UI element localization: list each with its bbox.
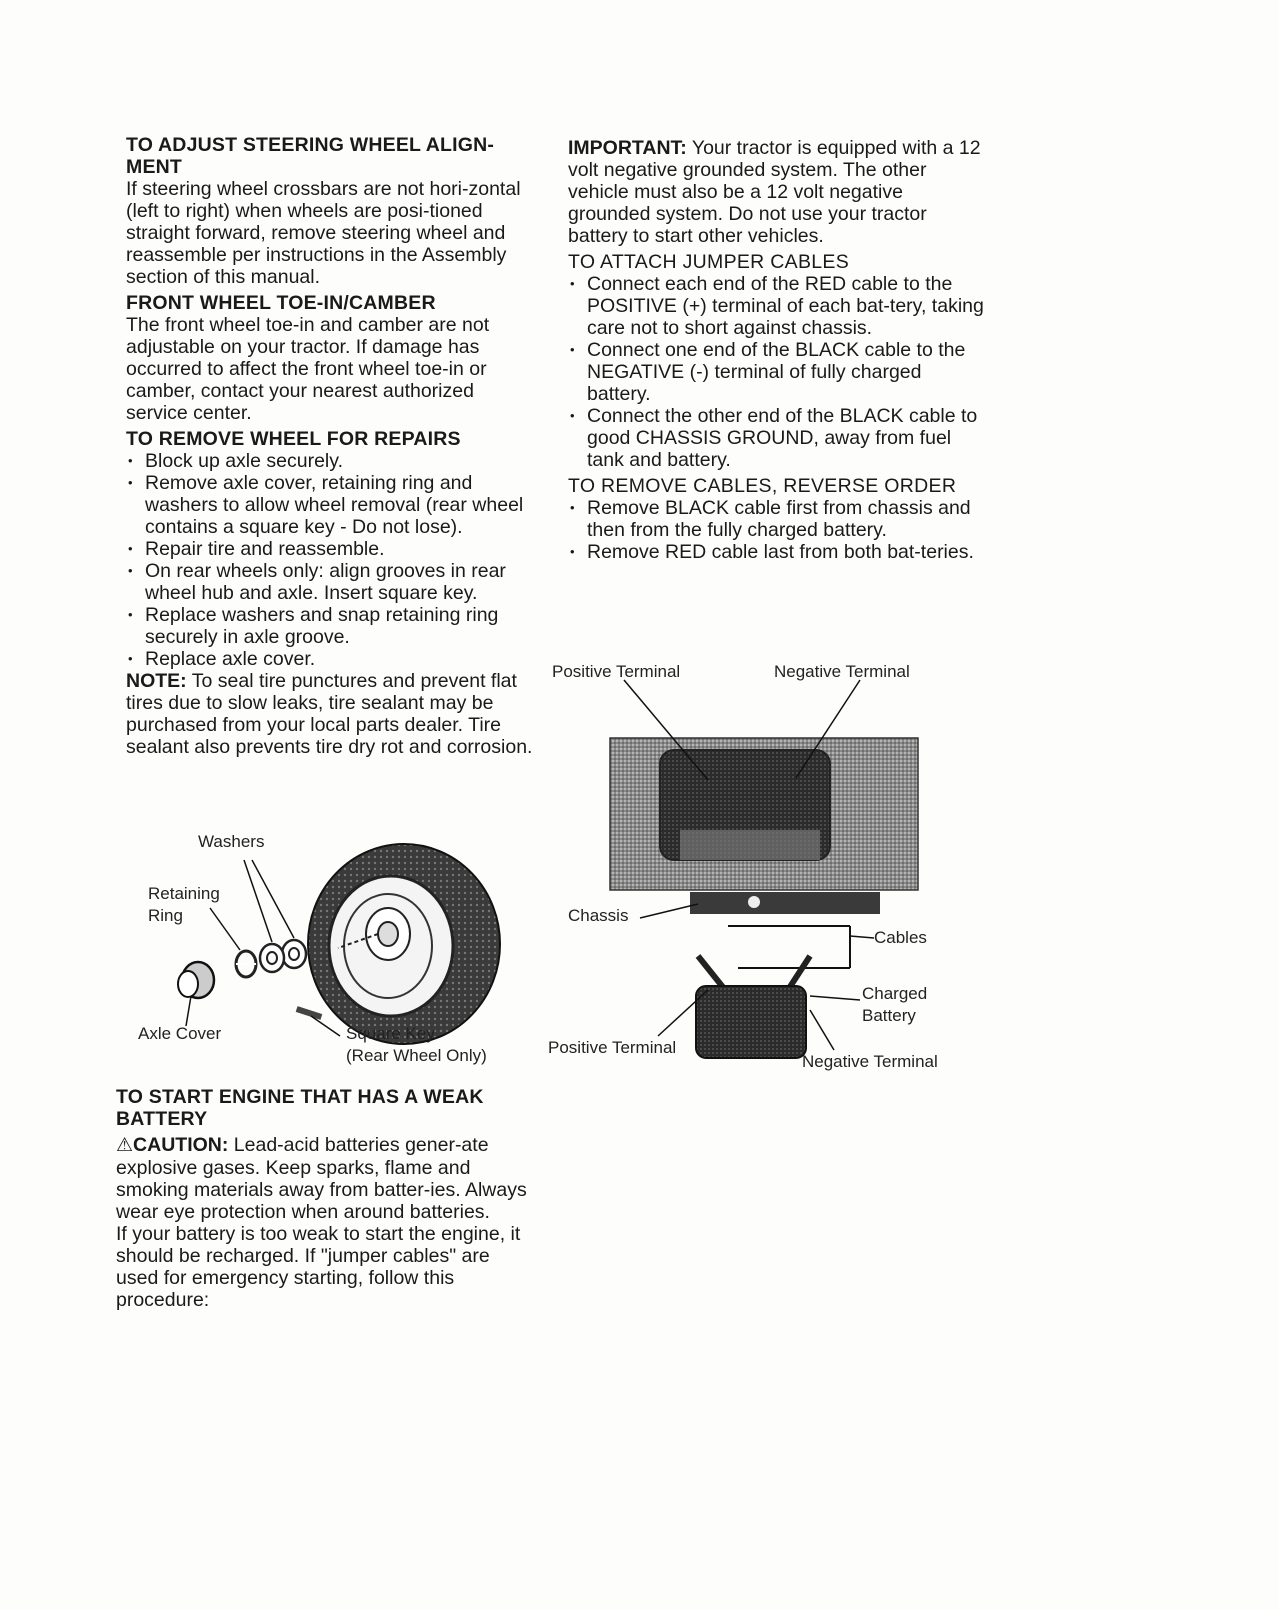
list-item: • Replace washers and snap retaining ring securely in axle groove. xyxy=(126,604,536,648)
heading-weak-battery: TO START ENGINE THAT HAS A WEAK BATTERY xyxy=(116,1086,484,1130)
label-ring: Ring xyxy=(148,906,183,925)
washer-1 xyxy=(260,944,284,972)
heading-steering-alignment: TO ADJUST STEERING WHEEL ALIGN-MENT xyxy=(126,134,495,178)
list-item: • Block up axle securely. xyxy=(126,450,536,472)
label-axle-cover: Axle Cover xyxy=(138,1024,222,1043)
list-item: • Repair tire and reassemble. xyxy=(126,538,536,560)
important-paragraph xyxy=(568,137,988,247)
label-negative-terminal-top: Negative Terminal xyxy=(774,662,910,681)
label-washers: Washers xyxy=(198,832,265,851)
remove-wheel-steps xyxy=(126,450,536,670)
list-item: • Remove BLACK cable first from chassis and then from the fully charged battery. xyxy=(568,497,988,541)
list-item: • Remove RED cable last from both bat-teries. xyxy=(568,541,988,563)
remove-cables-steps xyxy=(568,497,988,563)
important-text: Your tractor is equipped with a 12 volt negative grounded system. The other vehicle must also be a 12 volt negative grounded system. Do not use your tractor battery to start other vehicles. xyxy=(568,137,981,247)
list-item: • Remove axle cover, retaining ring and washers to allow wheel removal (rear wheel contains a square key - Do not lose). xyxy=(126,472,536,538)
label-rear-wheel-only: (Rear Wheel Only) xyxy=(346,1046,487,1065)
washer-2 xyxy=(282,940,306,968)
steering-alignment-text: If steering wheel crossbars are not hori-zontal (left to right) when wheels are posi-tioned straight forward, remove steering wheel and reassemble per instructions in the Assembly section of this manual. xyxy=(126,178,521,288)
left-column xyxy=(126,134,536,758)
warning-icon: ⚠ xyxy=(116,1135,134,1156)
label-negative-terminal-bottom: Negative Terminal xyxy=(802,1052,938,1071)
heading-attach-cables: TO ATTACH JUMPER CABLES xyxy=(568,251,850,273)
label-square-key: Square Key xyxy=(346,1024,435,1043)
caution-paragraph xyxy=(116,1134,536,1223)
heading-remove-cables: TO REMOVE CABLES, REVERSE ORDER xyxy=(568,475,957,497)
heading-toe-in-camber: FRONT WHEEL TOE-IN/CAMBER xyxy=(126,292,436,314)
square-key xyxy=(296,1006,323,1020)
note-text: To seal tire punctures and prevent flat tires due to slow leaks, tire sealant may be purchased from your local parts dealer. Tire sealant also prevents tire dry rot and corrosion. xyxy=(126,670,533,758)
caution-label: CAUTION: xyxy=(133,1134,229,1156)
list-item: • Replace axle cover. xyxy=(126,648,536,670)
note-paragraph xyxy=(126,670,536,758)
heading-remove-wheel: TO REMOVE WHEEL FOR REPAIRS xyxy=(126,428,461,450)
left-column-lower xyxy=(116,1086,536,1311)
label-battery: Battery xyxy=(862,1006,916,1025)
list-item: • Connect one end of the BLACK cable to the NEGATIVE (-) terminal of fully charged battery. xyxy=(568,339,988,405)
important-label: IMPORTANT: xyxy=(568,137,687,159)
note-label: NOTE: xyxy=(126,670,187,692)
charged-battery xyxy=(696,986,806,1058)
label-positive-terminal-bottom: Positive Terminal xyxy=(548,1038,677,1057)
label-cables: Cables xyxy=(874,928,927,947)
list-item: • On rear wheels only: align grooves in rear wheel hub and axle. Insert square key. xyxy=(126,560,536,604)
right-column xyxy=(568,137,988,563)
toe-in-camber-text: The front wheel toe-in and camber are not adjustable on your tractor. If damage has occurred to affect the front wheel toe-in or camber, contact your nearest authorized service center. xyxy=(126,314,490,424)
label-retaining: Retaining xyxy=(148,884,220,903)
list-item: • Connect each end of the RED cable to the POSITIVE (+) terminal of each bat-tery, taking care not to short against chassis. xyxy=(568,273,988,339)
caution-text: Lead-acid batteries gener-ate explosive gases. Keep sparks, flame and smoking materials away from batter-ies. Always wear eye protection when around batteries. xyxy=(116,1134,527,1223)
label-chassis: Chassis xyxy=(568,906,629,925)
weak-battery-text: If your battery is too weak to start the engine, it should be recharged. If "jumper cables" are used for emergency starting, follow this procedure: xyxy=(116,1223,521,1311)
chassis-bar xyxy=(690,892,880,914)
attach-cables-steps xyxy=(568,273,988,471)
label-charged: Charged xyxy=(862,984,928,1003)
label-positive-terminal-top: Positive Terminal xyxy=(552,662,681,681)
battery-figure xyxy=(548,660,978,1080)
list-item: • Connect the other end of the BLACK cable to good CHASSIS GROUND, away from fuel tank and battery. xyxy=(568,405,988,471)
wheel-figure xyxy=(126,830,536,1080)
